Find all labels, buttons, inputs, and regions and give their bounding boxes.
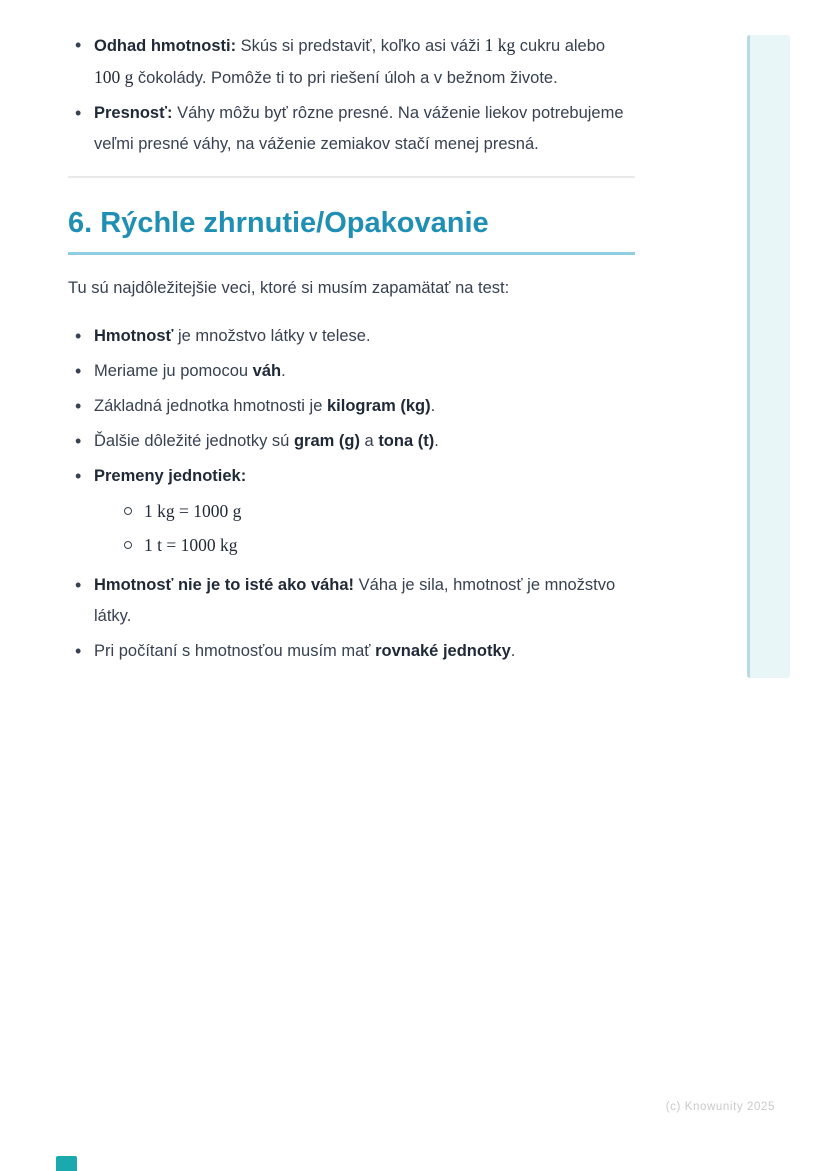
bullet-text: je množstvo látky v telese. <box>173 327 371 345</box>
sub-bullet-t-conversion: 1 t = 1000 kg <box>122 528 635 562</box>
bullet-text: Ďalšie dôležité jednotky sú <box>94 432 294 450</box>
bullet-text: . <box>430 397 436 415</box>
bullet-text: cukru alebo <box>515 37 606 55</box>
unit-conversion-sublist <box>122 494 635 562</box>
bullet-text: Váha je sila, hmotnosť je množstvo látky. <box>94 576 616 625</box>
bullet-text: Skús si predstaviť, koľko asi váži <box>236 37 485 55</box>
bullet-bold-lead: Odhad hmotnosti: <box>94 37 237 55</box>
bullet-text: Pri počítaní s hmotnosťou musím mať <box>94 642 376 660</box>
bullet-bold-term: gram (g) <box>293 432 360 450</box>
bullet-text: Základná jednotka hmotnosti je <box>94 397 327 415</box>
bullet-bold-term: kilogram (kg) <box>326 397 431 415</box>
bullet-text: . <box>510 642 516 660</box>
bullet-bold-term: Hmotnosť <box>94 327 174 345</box>
section-heading: 6. Rýchle zhrnutie/Opakovanie <box>68 206 635 255</box>
bullet-bold-term: Premeny jednotiek: <box>94 467 247 485</box>
bullet-bold-term: Hmotnosť nie je to isté ako váha! <box>94 576 355 594</box>
summary-bullet-list <box>68 321 635 667</box>
inline-math-1kg: 1 kg <box>484 35 516 55</box>
bullet-dalsie-jednotky <box>68 426 635 457</box>
corner-accent-square <box>56 1156 77 1171</box>
bullet-text: . <box>434 432 439 450</box>
bullet-text: čokolády. Pomôže ti to pri riešení úloh a v bežnom živote. <box>133 69 558 87</box>
bullet-text: . <box>281 362 286 380</box>
bullet-bold-term: tona (t) <box>378 432 435 450</box>
section-intro-paragraph: Tu sú najdôležitejšie veci, ktoré si musím zapamätať na test: <box>68 279 510 297</box>
section-divider <box>68 176 635 178</box>
bullet-hmotnost-definicia <box>68 321 635 352</box>
bullet-premeny-jednotiek <box>68 461 635 562</box>
bullet-zakladna-jednotka <box>68 391 635 422</box>
bullet-odhad-hmotnosti <box>68 30 635 94</box>
bullet-bold-lead: Presnosť: <box>94 104 173 122</box>
copyright-footer: (c) Knowunity 2025 <box>665 1101 775 1113</box>
bullet-text: Meriame ju pomocou <box>94 362 253 380</box>
document-content <box>68 30 635 671</box>
intro-bullet-list <box>68 30 635 160</box>
inline-math-100g: 100 g <box>94 67 134 87</box>
bullet-bold-term: váh <box>252 362 282 380</box>
bullet-text: a <box>359 432 379 450</box>
bullet-presnost <box>68 98 635 160</box>
bullet-rovnake-jednotky <box>68 636 635 667</box>
bullet-meriame <box>68 356 635 387</box>
bullet-bold-term: rovnaké jednotky <box>375 642 511 660</box>
bullet-text: Váhy môžu byť rôzne presné. Na váženie liekov potrebujeme veľmi presné váhy, na váženie zemiakov stačí menej presná. <box>94 104 624 153</box>
bullet-hmotnost-vaha-rozdiel <box>68 570 635 632</box>
side-accent-strip <box>747 35 790 678</box>
sub-bullet-kg-conversion: 1 kg = 1000 g <box>122 494 635 528</box>
